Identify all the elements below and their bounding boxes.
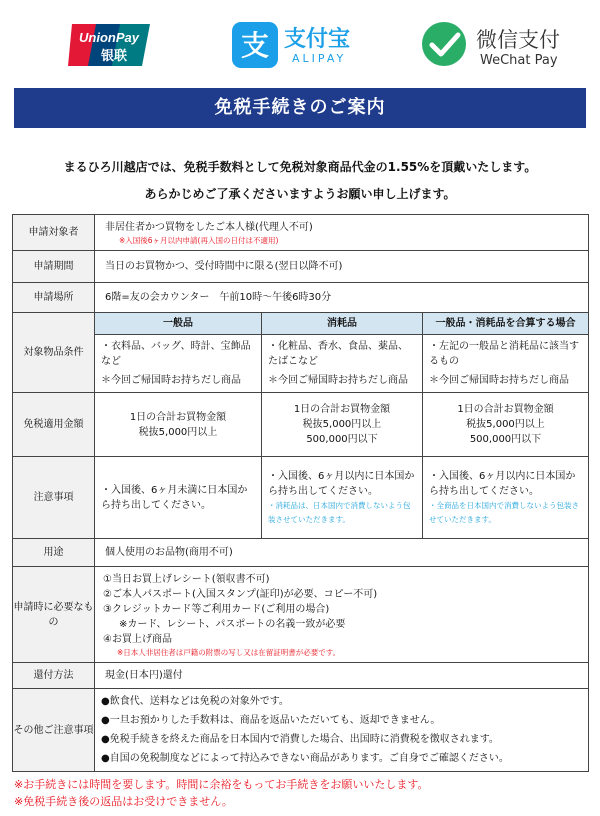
col-header-general: 一般品 bbox=[95, 313, 262, 335]
row-place bbox=[13, 283, 589, 313]
wechat-pay-icon bbox=[420, 20, 472, 72]
row-amount bbox=[13, 393, 589, 457]
amount-combined-line: 税抜5,000円以上 bbox=[466, 419, 545, 430]
tax-free-info-table bbox=[12, 214, 589, 772]
usage-value: 個人使用のお品物(商用不可) bbox=[95, 539, 589, 567]
amount-consumable-line: 税抜5,000円以上 bbox=[302, 419, 382, 430]
applicant-label: 申請対象者 bbox=[13, 215, 95, 251]
caution-label: 注意事項 bbox=[13, 457, 95, 539]
row-usage bbox=[13, 539, 589, 567]
required-cell bbox=[95, 567, 589, 663]
unionpay-logo bbox=[66, 20, 152, 70]
wechat-en-text: WeChat Pay bbox=[480, 53, 558, 68]
required-label: 申請時に必要なもの bbox=[13, 567, 95, 663]
place-value: 6階=友の会カウンター 午前10時～午後6時30分 bbox=[95, 283, 589, 313]
row-items-header bbox=[13, 313, 589, 335]
wechat-cn-text: 微信支付 bbox=[476, 28, 560, 52]
payment-logos bbox=[0, 0, 600, 90]
row-items bbox=[13, 335, 589, 393]
applicant-cell bbox=[95, 215, 589, 251]
amount-consumable-line: 500,000円以下 bbox=[306, 434, 378, 445]
amount-consumable-line: 1日の合計お買物金額 bbox=[293, 404, 391, 415]
alipay-mark-icon bbox=[232, 22, 278, 68]
other-item: ●免税手続きを終えた商品を日本国内で消費した場合、出国時に消費税を徴収されます。 bbox=[101, 734, 499, 745]
intro-line-2: あらかじめご了承くださいますようお願い申し上げます。 bbox=[144, 187, 456, 201]
amount-combined-line: 500,000円以下 bbox=[469, 434, 542, 445]
items-consumable-desc: ・化粧品、香水、食品、薬品、たばこなど bbox=[268, 341, 408, 367]
row-applicant bbox=[13, 215, 589, 251]
other-cell bbox=[95, 689, 589, 772]
row-refund bbox=[13, 663, 589, 689]
alipay-cn-text: 支付宝 bbox=[284, 27, 351, 52]
required-item: ④お買上げ商品 bbox=[103, 633, 172, 645]
col-header-combined: 一般品・消耗品を合算する場合 bbox=[423, 313, 589, 335]
row-required bbox=[13, 567, 589, 663]
refund-value: 現金(日本円)還付 bbox=[95, 663, 589, 689]
amount-general-line: 税抜5,000円以上 bbox=[138, 426, 218, 438]
caution-general: ・入国後、6ヶ月未満に日本国から持ち出してください。 bbox=[95, 457, 262, 539]
amount-general bbox=[95, 393, 262, 457]
other-item: ●自国の免税制度などによって持込みできない商品があります。ご自身でご確認ください。 bbox=[101, 753, 509, 764]
items-combined-note: ＊今回ご帰国時お持ちだし商品 bbox=[429, 375, 569, 386]
intro-line-1: まるひろ川越店では、免税手数料として免税対象商品代金の1.55%を頂戴いたします。 bbox=[63, 160, 537, 174]
items-general-note: ＊今回ご帰国時お持ちだし商品 bbox=[101, 375, 241, 386]
row-other bbox=[13, 689, 589, 772]
amount-general-line: 1日の合計お買物金額 bbox=[129, 411, 227, 423]
caution-consumable bbox=[262, 457, 423, 539]
caution-consumable-text: ・入国後、6ヶ月以内に日本国から持ち出してください。 bbox=[268, 470, 415, 497]
page-title: 免税手続きのご案内 bbox=[14, 88, 586, 128]
row-period bbox=[13, 251, 589, 283]
caution-combined-note: ・全商品を日本国内で消費しないよう包装させていただきます。 bbox=[429, 500, 579, 524]
applicant-note: ※入国後6ヶ月以内申請(再入国の日付は不適用) bbox=[119, 235, 279, 245]
wechat-pay-logo bbox=[420, 20, 580, 72]
items-consumable-note: ＊今回ご帰国時お持ちだし商品 bbox=[268, 375, 408, 386]
items-consumable bbox=[262, 335, 423, 393]
period-label: 申請期間 bbox=[13, 251, 95, 283]
required-item: ③クレジットカード等ご利用カード(ご利用の場合) bbox=[103, 603, 330, 615]
items-combined bbox=[423, 335, 589, 393]
required-item: ②ご本人パスポート(入国スタンプ(証印)が必要、コピー不可) bbox=[103, 588, 378, 600]
footer-note-2: ※免税手続き後の返品はお受けできません。 bbox=[14, 795, 233, 808]
required-note: ※日本人非居住者は戸籍の附票の写し又は在留証明書が必要です。 bbox=[117, 647, 341, 657]
svg-text:支: 支 bbox=[240, 29, 270, 62]
items-general bbox=[95, 335, 262, 393]
unionpay-en-text: UnionPay bbox=[79, 30, 139, 45]
alipay-en-text: ALIPAY bbox=[292, 52, 347, 65]
caution-consumable-note: ・消耗品は、日本国内で消費しないよう包装させていただきます。 bbox=[268, 500, 411, 524]
required-item: ※カード、レシート、パスポートの名義一致が必要 bbox=[119, 618, 346, 630]
footer-note-1: ※お手続きには時間を要します。時間に余裕をもってお手続きをお願いいたします。 bbox=[14, 778, 429, 791]
usage-label: 用途 bbox=[13, 539, 95, 567]
other-label: その他ご注意事項 bbox=[13, 689, 95, 772]
amount-combined bbox=[423, 393, 589, 457]
row-caution bbox=[13, 457, 589, 539]
amount-consumable bbox=[262, 393, 423, 457]
amount-combined-line: 1日の合計お買物金額 bbox=[457, 404, 554, 415]
amount-label: 免税適用金額 bbox=[13, 393, 95, 457]
caution-combined bbox=[423, 457, 589, 539]
place-label: 申請場所 bbox=[13, 283, 95, 313]
unionpay-cn-text: 银联 bbox=[100, 49, 128, 64]
period-value: 当日のお買物かつ、受付時間中に限る(翌日以降不可) bbox=[95, 251, 589, 283]
other-item: ●一旦お預かりした手数料は、商品を返品いただいても、返却できません。 bbox=[101, 715, 441, 726]
items-general-desc: ・衣料品、バッグ、時計、宝飾品など bbox=[101, 341, 251, 367]
items-label: 対象物品条件 bbox=[13, 313, 95, 393]
refund-label: 還付方法 bbox=[13, 663, 95, 689]
other-item: ●飲食代、送料などは免税の対象外です。 bbox=[101, 696, 289, 707]
required-item: ①当日お買上げレシート(領収書不可) bbox=[103, 573, 270, 585]
applicant-value: 非居住者かつ買物をしたご本人様(代理人不可) bbox=[105, 221, 313, 233]
alipay-logo bbox=[232, 20, 382, 70]
caution-combined-text: ・入国後、6ヶ月以内に日本国から持ち出してください。 bbox=[429, 470, 576, 497]
items-combined-desc: ・左記の一般品と消耗品に該当するもの bbox=[429, 341, 579, 367]
col-header-consumable: 消耗品 bbox=[262, 313, 423, 335]
